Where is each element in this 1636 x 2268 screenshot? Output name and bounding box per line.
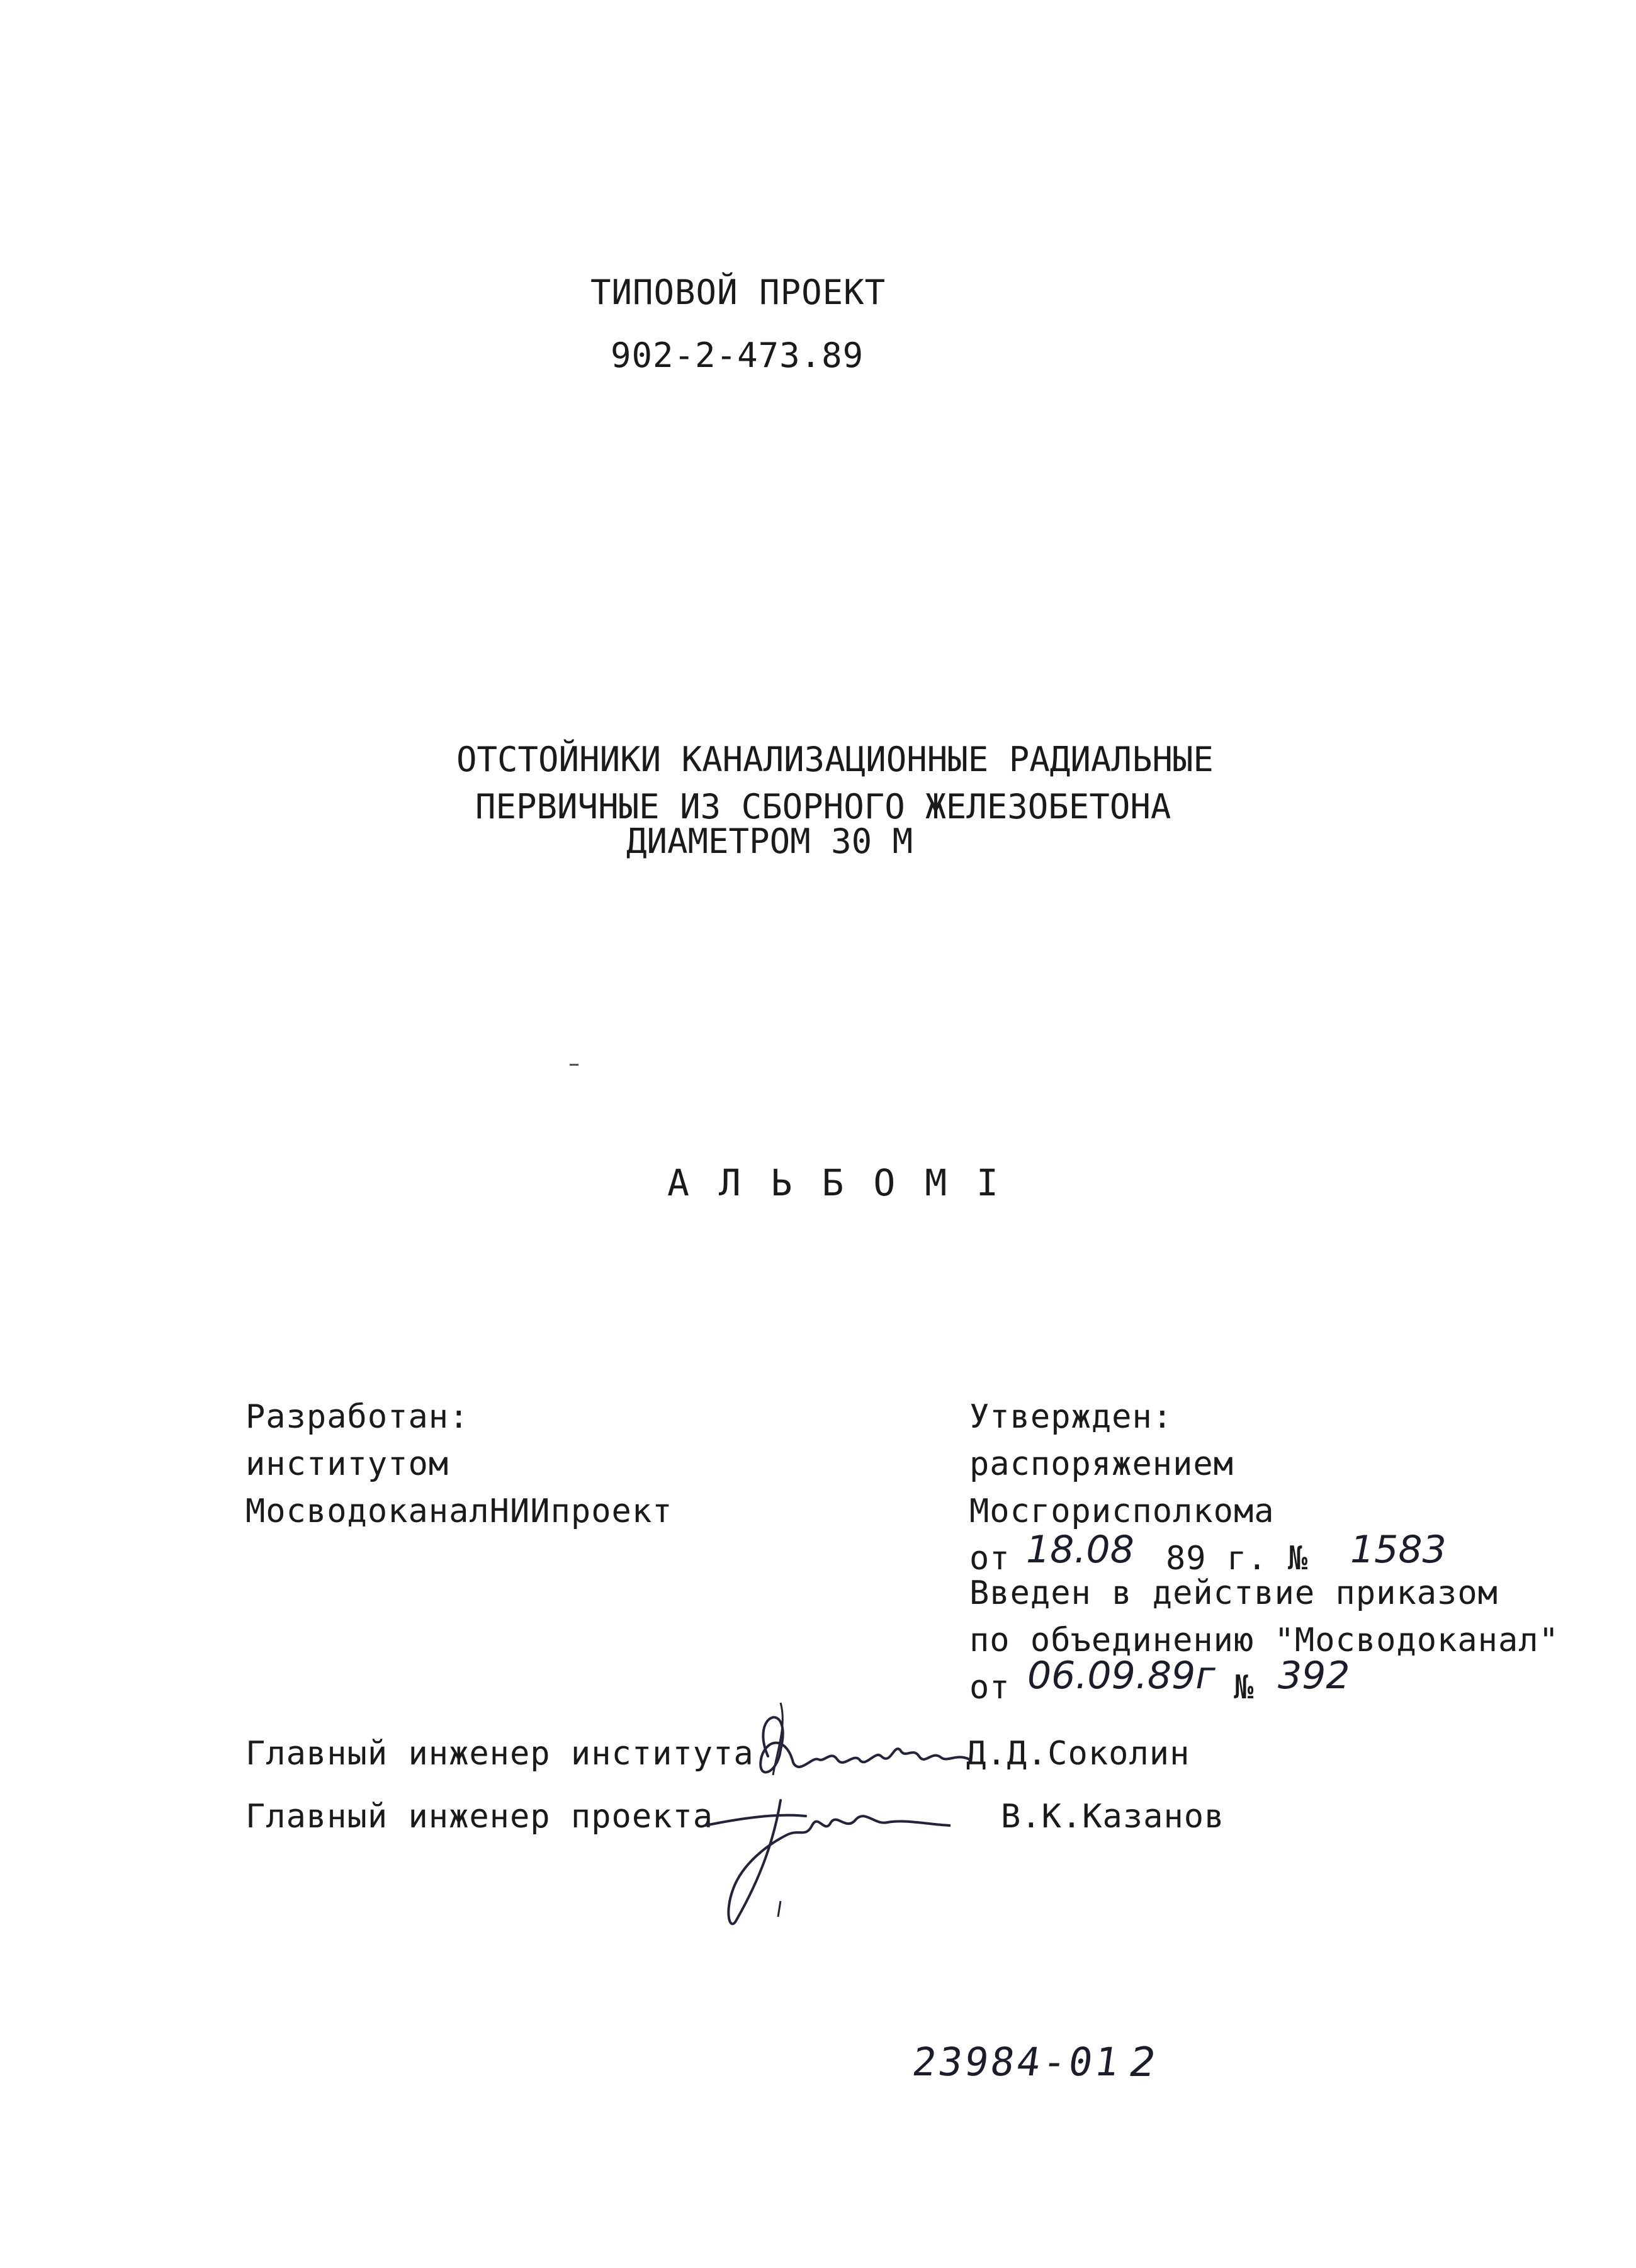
order-prefix: от [969, 1540, 1010, 1577]
approved-line-4: Введен в действие приказом [969, 1574, 1498, 1612]
enact-date-handwritten: 06.09.89г [1027, 1654, 1216, 1698]
signature-name-2: В.К.Казанов [1001, 1798, 1225, 1836]
signature-role-1: Главный инженер института [245, 1735, 754, 1773]
page-number: 2 [1130, 2040, 1156, 2086]
stray-mark [570, 1064, 578, 1066]
project-type-label: ТИПОВОЙ ПРОЕКТ [590, 273, 886, 312]
document-code: 23984-01 [909, 2039, 1124, 2085]
order-number-handwritten: 1583 [1350, 1528, 1447, 1572]
enact-number-handwritten: 392 [1278, 1654, 1350, 1698]
approved-line-1: распоряжением [969, 1445, 1234, 1483]
document-title-line-2: ПЕРВИЧНЫЕ ИЗ СБОРНОГО ЖЕЛЕЗОБЕТОНА [475, 787, 1171, 827]
project-number: 902-2-473.89 [611, 336, 864, 375]
developed-line-2: МосводоканалНИИпроект [245, 1492, 673, 1530]
approved-line-2: Мосгорисполкома [969, 1492, 1275, 1530]
order-date-handwritten: 18.08 [1026, 1528, 1134, 1572]
developed-heading: Разработан: [245, 1398, 470, 1436]
enact-number-sign: № [1234, 1669, 1255, 1707]
album-label: А Л Ь Б О М I [667, 1161, 1002, 1204]
document-title-line-3: ДИАМЕТРОМ 30 М [626, 821, 913, 861]
signature-role-2: Главный инженер проекта [245, 1798, 714, 1836]
enact-prefix: от [969, 1669, 1010, 1707]
developed-line-1: институтом [245, 1445, 449, 1483]
approved-heading: Утвержден: [969, 1398, 1173, 1436]
order-year: 89 г. № [1166, 1540, 1309, 1577]
document-title-line-1: ОТСТОЙНИКИ КАНАЛИЗАЦИОННЫЕ РАДИАЛЬНЫЕ [456, 740, 1214, 779]
handwritten-signature-2 [686, 1775, 951, 1939]
signature-name-1: Д.Д.Соколин [966, 1735, 1190, 1773]
approved-line-5: по объединению "Мосводоканал" [969, 1622, 1559, 1659]
